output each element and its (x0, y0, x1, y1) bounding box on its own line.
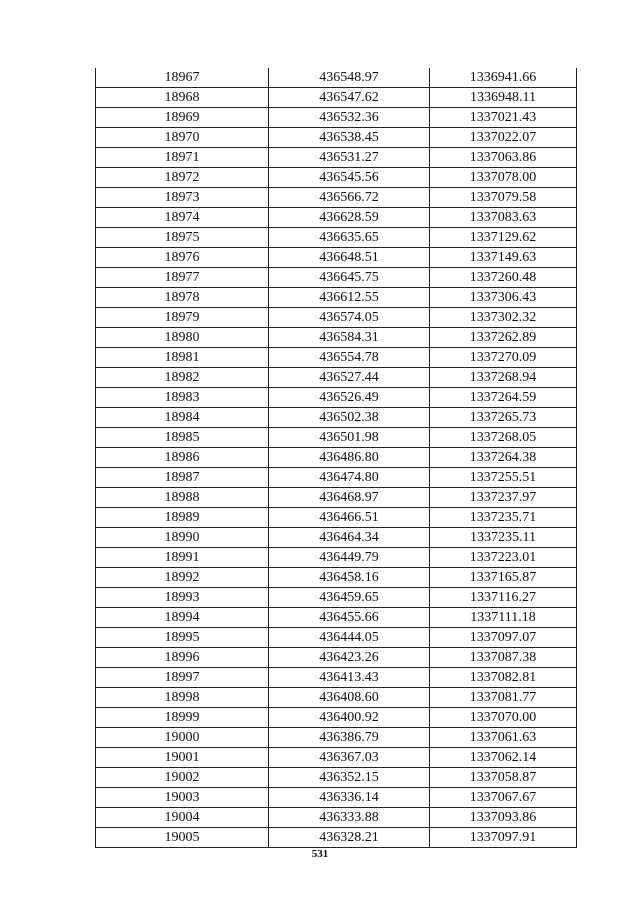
table-row (96, 568, 577, 588)
point-id-cell: 18979 (96, 308, 269, 328)
x-coordinate-cell: 436458.16 (269, 568, 430, 588)
y-coordinate-cell: 1337021.43 (430, 108, 577, 128)
table-row (96, 608, 577, 628)
y-coordinate-cell: 1337129.62 (430, 228, 577, 248)
x-coordinate-cell: 436455.66 (269, 608, 430, 628)
point-id-cell: 19002 (96, 768, 269, 788)
y-coordinate-cell: 1337264.38 (430, 448, 577, 468)
point-id-cell: 18974 (96, 208, 269, 228)
point-id-cell: 18972 (96, 168, 269, 188)
x-coordinate-cell: 436449.79 (269, 548, 430, 568)
table-row (96, 388, 577, 408)
table-row (96, 248, 577, 268)
table-row (96, 408, 577, 428)
point-id-cell: 18980 (96, 328, 269, 348)
x-coordinate-cell: 436486.80 (269, 448, 430, 468)
y-coordinate-cell: 1337265.73 (430, 408, 577, 428)
y-coordinate-cell: 1337116.27 (430, 588, 577, 608)
x-coordinate-cell: 436328.21 (269, 828, 430, 848)
table-row (96, 88, 577, 108)
point-id-cell: 18982 (96, 368, 269, 388)
point-id-cell: 19005 (96, 828, 269, 848)
point-id-cell: 18973 (96, 188, 269, 208)
x-coordinate-cell: 436466.51 (269, 508, 430, 528)
point-id-cell: 18988 (96, 488, 269, 508)
y-coordinate-cell: 1337268.05 (430, 428, 577, 448)
point-id-cell: 18985 (96, 428, 269, 448)
table-row (96, 448, 577, 468)
y-coordinate-cell: 1337081.77 (430, 688, 577, 708)
table-row (96, 788, 577, 808)
y-coordinate-cell: 1337067.67 (430, 788, 577, 808)
y-coordinate-cell: 1337270.09 (430, 348, 577, 368)
table-row (96, 428, 577, 448)
coordinates-table-body (96, 68, 577, 848)
y-coordinate-cell: 1336948.11 (430, 88, 577, 108)
table-row (96, 68, 577, 88)
table-row (96, 348, 577, 368)
x-coordinate-cell: 436628.59 (269, 208, 430, 228)
table-row (96, 188, 577, 208)
table-row (96, 808, 577, 828)
y-coordinate-cell: 1337083.63 (430, 208, 577, 228)
coordinates-table-container (95, 68, 575, 848)
table-row (96, 628, 577, 648)
point-id-cell: 18978 (96, 288, 269, 308)
point-id-cell: 18992 (96, 568, 269, 588)
y-coordinate-cell: 1337264.59 (430, 388, 577, 408)
page-number: 531 (311, 848, 329, 860)
table-row (96, 268, 577, 288)
x-coordinate-cell: 436584.31 (269, 328, 430, 348)
x-coordinate-cell: 436474.80 (269, 468, 430, 488)
point-id-cell: 19001 (96, 748, 269, 768)
x-coordinate-cell: 436648.51 (269, 248, 430, 268)
point-id-cell: 18975 (96, 228, 269, 248)
y-coordinate-cell: 1337058.87 (430, 768, 577, 788)
table-row (96, 648, 577, 668)
point-id-cell: 18976 (96, 248, 269, 268)
table-row (96, 208, 577, 228)
y-coordinate-cell: 1337111.18 (430, 608, 577, 628)
y-coordinate-cell: 1337078.00 (430, 168, 577, 188)
point-id-cell: 18968 (96, 88, 269, 108)
point-id-cell: 18989 (96, 508, 269, 528)
table-row (96, 748, 577, 768)
point-id-cell: 18991 (96, 548, 269, 568)
point-id-cell: 18967 (96, 68, 269, 88)
x-coordinate-cell: 436566.72 (269, 188, 430, 208)
y-coordinate-cell: 1337262.89 (430, 328, 577, 348)
y-coordinate-cell: 1337268.94 (430, 368, 577, 388)
x-coordinate-cell: 436538.45 (269, 128, 430, 148)
y-coordinate-cell: 1337165.87 (430, 568, 577, 588)
y-coordinate-cell: 1336941.66 (430, 68, 577, 88)
table-row (96, 128, 577, 148)
x-coordinate-cell: 436501.98 (269, 428, 430, 448)
point-id-cell: 18990 (96, 528, 269, 548)
table-row (96, 148, 577, 168)
y-coordinate-cell: 1337302.32 (430, 308, 577, 328)
point-id-cell: 18983 (96, 388, 269, 408)
point-id-cell: 19004 (96, 808, 269, 828)
y-coordinate-cell: 1337097.91 (430, 828, 577, 848)
y-coordinate-cell: 1337237.97 (430, 488, 577, 508)
x-coordinate-cell: 436408.60 (269, 688, 430, 708)
point-id-cell: 18986 (96, 448, 269, 468)
point-id-cell: 18995 (96, 628, 269, 648)
x-coordinate-cell: 436400.92 (269, 708, 430, 728)
x-coordinate-cell: 436413.43 (269, 668, 430, 688)
point-id-cell: 19003 (96, 788, 269, 808)
table-row (96, 508, 577, 528)
table-row (96, 368, 577, 388)
x-coordinate-cell: 436468.97 (269, 488, 430, 508)
table-row (96, 588, 577, 608)
table-row (96, 168, 577, 188)
y-coordinate-cell: 1337255.51 (430, 468, 577, 488)
y-coordinate-cell: 1337087.38 (430, 648, 577, 668)
point-id-cell: 18971 (96, 148, 269, 168)
x-coordinate-cell: 436635.65 (269, 228, 430, 248)
y-coordinate-cell: 1337061.63 (430, 728, 577, 748)
x-coordinate-cell: 436548.97 (269, 68, 430, 88)
x-coordinate-cell: 436444.05 (269, 628, 430, 648)
x-coordinate-cell: 436423.26 (269, 648, 430, 668)
x-coordinate-cell: 436532.36 (269, 108, 430, 128)
y-coordinate-cell: 1337306.43 (430, 288, 577, 308)
y-coordinate-cell: 1337097.07 (430, 628, 577, 648)
point-id-cell: 18998 (96, 688, 269, 708)
table-row (96, 308, 577, 328)
table-row (96, 108, 577, 128)
x-coordinate-cell: 436333.88 (269, 808, 430, 828)
y-coordinate-cell: 1337022.07 (430, 128, 577, 148)
table-row (96, 488, 577, 508)
x-coordinate-cell: 436527.44 (269, 368, 430, 388)
point-id-cell: 18996 (96, 648, 269, 668)
x-coordinate-cell: 436545.56 (269, 168, 430, 188)
y-coordinate-cell: 1337063.86 (430, 148, 577, 168)
table-row (96, 528, 577, 548)
table-row (96, 228, 577, 248)
point-id-cell: 18993 (96, 588, 269, 608)
y-coordinate-cell: 1337070.00 (430, 708, 577, 728)
y-coordinate-cell: 1337235.11 (430, 528, 577, 548)
x-coordinate-cell: 436367.03 (269, 748, 430, 768)
y-coordinate-cell: 1337079.58 (430, 188, 577, 208)
point-id-cell: 18994 (96, 608, 269, 628)
point-id-cell: 18997 (96, 668, 269, 688)
table-row (96, 768, 577, 788)
y-coordinate-cell: 1337223.01 (430, 548, 577, 568)
coordinates-table (95, 68, 577, 848)
table-row (96, 728, 577, 748)
table-row (96, 688, 577, 708)
table-row (96, 708, 577, 728)
point-id-cell: 18969 (96, 108, 269, 128)
x-coordinate-cell: 436464.34 (269, 528, 430, 548)
x-coordinate-cell: 436336.14 (269, 788, 430, 808)
point-id-cell: 19000 (96, 728, 269, 748)
x-coordinate-cell: 436645.75 (269, 268, 430, 288)
table-row (96, 548, 577, 568)
table-row (96, 328, 577, 348)
point-id-cell: 18999 (96, 708, 269, 728)
point-id-cell: 18981 (96, 348, 269, 368)
x-coordinate-cell: 436502.38 (269, 408, 430, 428)
table-row (96, 468, 577, 488)
x-coordinate-cell: 436386.79 (269, 728, 430, 748)
y-coordinate-cell: 1337062.14 (430, 748, 577, 768)
x-coordinate-cell: 436531.27 (269, 148, 430, 168)
point-id-cell: 18970 (96, 128, 269, 148)
x-coordinate-cell: 436459.65 (269, 588, 430, 608)
table-row (96, 668, 577, 688)
x-coordinate-cell: 436554.78 (269, 348, 430, 368)
y-coordinate-cell: 1337260.48 (430, 268, 577, 288)
point-id-cell: 18987 (96, 468, 269, 488)
y-coordinate-cell: 1337149.63 (430, 248, 577, 268)
x-coordinate-cell: 436526.49 (269, 388, 430, 408)
x-coordinate-cell: 436612.55 (269, 288, 430, 308)
y-coordinate-cell: 1337235.71 (430, 508, 577, 528)
table-row (96, 828, 577, 848)
x-coordinate-cell: 436352.15 (269, 768, 430, 788)
y-coordinate-cell: 1337082.81 (430, 668, 577, 688)
point-id-cell: 18977 (96, 268, 269, 288)
x-coordinate-cell: 436574.05 (269, 308, 430, 328)
y-coordinate-cell: 1337093.86 (430, 808, 577, 828)
point-id-cell: 18984 (96, 408, 269, 428)
table-row (96, 288, 577, 308)
x-coordinate-cell: 436547.62 (269, 88, 430, 108)
